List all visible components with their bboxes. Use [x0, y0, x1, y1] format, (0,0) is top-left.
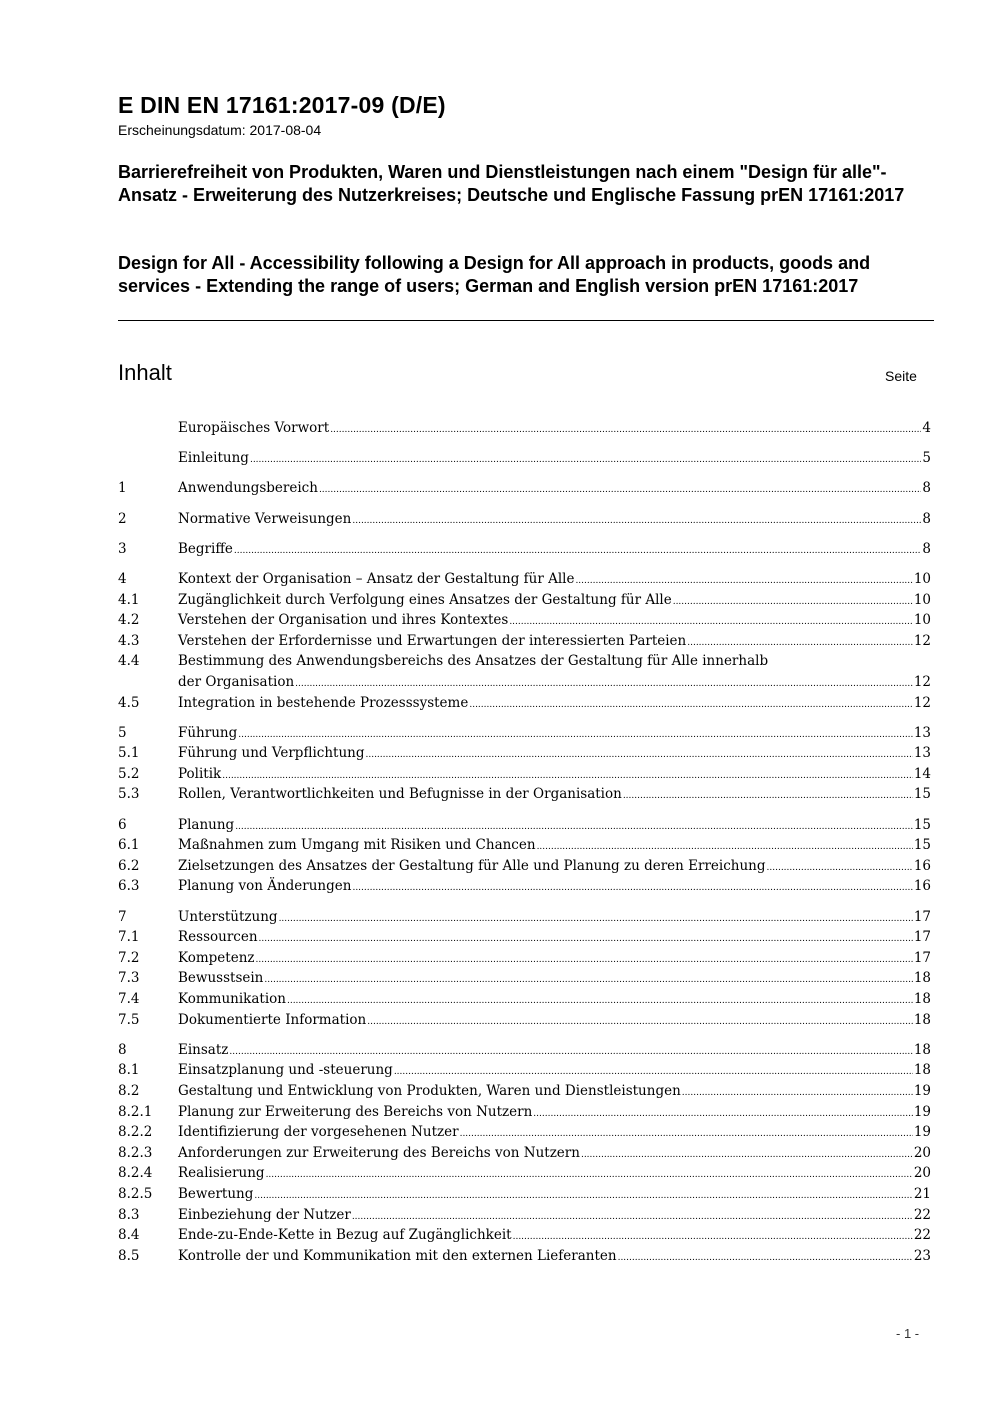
- toc-entry-number: 4.2: [118, 612, 140, 629]
- toc-entry[interactable]: [118, 693, 931, 714]
- toc-entry-title: Planung zur Erweiterung des Bereichs von Nutzern: [178, 1103, 533, 1120]
- toc-entry[interactable]: [118, 631, 931, 652]
- toc-entry-page: 8: [922, 480, 931, 497]
- toc-entry-title: Realisierung: [178, 1165, 265, 1182]
- toc-entry[interactable]: [118, 1010, 931, 1031]
- toc-page-label: Seite: [885, 368, 917, 384]
- toc-entry-page: 10: [913, 591, 931, 608]
- toc-entry-number: 7.4: [118, 991, 140, 1007]
- toc-dot-leader: [687, 631, 913, 654]
- toc-entry[interactable]: [118, 907, 931, 928]
- toc-entry-number: 4.3: [118, 632, 140, 649]
- toc-entry-title: Führung und Verpflichtung: [178, 745, 365, 762]
- toc-entry-page: 17: [913, 908, 931, 925]
- toc-dot-leader: [623, 784, 913, 807]
- toc-entry-number: 5.3: [118, 786, 140, 803]
- toc-entry-number: 8: [118, 1041, 127, 1058]
- toc-entry-title: Kommunikation: [178, 991, 286, 1007]
- toc-entry-number: 4.4: [118, 653, 140, 670]
- toc-entry-title: Gestaltung und Entwicklung von Produkten, Waren und Dienstleistungen: [178, 1082, 681, 1099]
- toc-entry[interactable]: [118, 948, 931, 969]
- toc-entry-title: Rollen, Verantwortlichkeiten und Befugnisse in der Organisation: [178, 786, 622, 803]
- toc-entry[interactable]: [118, 1205, 931, 1226]
- toc-entry-title: Europäisches Vorwort: [178, 420, 330, 436]
- toc-entry[interactable]: [118, 478, 931, 499]
- toc-entry-page: 18: [913, 991, 931, 1007]
- toc-entry[interactable]: [118, 1102, 931, 1123]
- toc-entry-number: 8.4: [118, 1227, 140, 1244]
- toc-entry-page: 17: [913, 949, 931, 966]
- toc-dot-leader: [330, 418, 921, 441]
- toc-entry-title: Einsatzplanung und -steuerung: [178, 1062, 393, 1079]
- toc-entry-title: Begriffe: [178, 540, 233, 557]
- toc-entry[interactable]: [118, 1225, 931, 1246]
- toc-entry-number: 5.2: [118, 765, 140, 782]
- toc-dot-leader: [513, 1225, 913, 1248]
- toc-entry-title: Kontrolle der und Kommunikation mit den externen Lieferanten: [178, 1247, 617, 1264]
- header-divider: [118, 320, 934, 321]
- toc-entry-title: Ende-zu-Ende-Kette in Bezug auf Zugänglichkeit: [178, 1227, 512, 1244]
- toc-entry-title: Planung: [178, 816, 235, 833]
- toc-entry-page: 16: [913, 857, 931, 874]
- toc-entry[interactable]: [118, 418, 931, 439]
- toc-entry-number: 4.1: [118, 591, 140, 608]
- toc-entry[interactable]: [118, 856, 931, 877]
- toc-dot-leader: [238, 723, 913, 746]
- toc-entry-page: 15: [913, 837, 931, 854]
- title-english: Design for All - Accessibility following a Design for All approach in products, goods and services - Extending the range of users; German and English version prEN 17161:2017: [118, 253, 871, 296]
- toc-dot-leader: [509, 610, 913, 633]
- toc-dot-leader: [319, 478, 921, 501]
- toc-entry-title: Unterstützung: [178, 908, 278, 925]
- toc-entry-title: Einsatz: [178, 1041, 229, 1058]
- toc-entry-number: 3: [118, 540, 127, 557]
- toc-entry-page: 19: [913, 1124, 931, 1141]
- toc-entry-number: 1: [118, 480, 127, 497]
- toc-entry-title: Bewusstsein: [178, 970, 264, 987]
- toc-entry-number: 4.5: [118, 694, 140, 711]
- toc-dot-leader: [460, 1122, 913, 1145]
- toc-entry-number: 8.2.5: [118, 1185, 153, 1202]
- toc-entry-number: 8.1: [118, 1062, 140, 1079]
- toc-entry-title: Integration in bestehende Prozesssysteme: [178, 694, 469, 711]
- toc-entry-page: 21: [913, 1185, 931, 1202]
- toc-entry-title: Bewertung: [178, 1185, 254, 1202]
- table-of-contents: [118, 418, 931, 1266]
- toc-entry[interactable]: [118, 968, 931, 989]
- toc-dot-leader: [575, 569, 912, 592]
- toc-entry-page: 12: [913, 673, 931, 690]
- toc-entry-page: 22: [913, 1227, 931, 1244]
- page-number: - 1 -: [896, 1326, 920, 1341]
- toc-entry-number: 7.5: [118, 1011, 140, 1028]
- toc-entry-title: Maßnahmen zum Umgang mit Risiken und Chancen: [178, 837, 536, 854]
- toc-entry-title: Verstehen der Organisation und ihres Kontextes: [178, 612, 509, 629]
- toc-dot-leader: [365, 743, 912, 766]
- toc-entry[interactable]: [118, 876, 931, 897]
- toc-entry-page: 18: [913, 1041, 931, 1058]
- toc-entry-page: 18: [913, 1011, 931, 1028]
- toc-entry-title: Bestimmung des Anwendungsbereichs des Ansatzes der Gestaltung für Alle innerhalb: [178, 653, 769, 670]
- toc-entry[interactable]: [118, 651, 931, 672]
- toc-entry[interactable]: [118, 1184, 931, 1205]
- toc-entry[interactable]: [118, 448, 931, 469]
- toc-entry-title: Kompetenz: [178, 949, 255, 966]
- toc-entry[interactable]: [118, 1143, 931, 1164]
- toc-entry[interactable]: [118, 1246, 931, 1267]
- toc-dot-leader: [254, 1184, 912, 1207]
- toc-entry-page: 20: [913, 1165, 931, 1182]
- toc-entry-number: 8.2.1: [118, 1103, 153, 1120]
- toc-dot-leader: [229, 1040, 912, 1063]
- toc-entry-continuation[interactable]: [118, 672, 931, 693]
- toc-dot-leader: [352, 1205, 913, 1228]
- toc-entry-page: 12: [913, 694, 931, 711]
- toc-dot-leader: [352, 876, 912, 899]
- toc-dot-leader: [537, 835, 913, 858]
- toc-dot-leader: [618, 1246, 913, 1269]
- toc-entry-number: 8.5: [118, 1247, 140, 1264]
- toc-entry[interactable]: [118, 610, 931, 631]
- toc-dot-leader: [581, 1143, 913, 1166]
- toc-entry[interactable]: [118, 764, 931, 785]
- toc-dot-leader: [235, 815, 913, 838]
- toc-entry-page: 13: [913, 745, 931, 762]
- toc-dot-leader: [250, 448, 921, 471]
- toc-entry[interactable]: [118, 723, 931, 744]
- toc-entry-page: 4: [922, 420, 931, 436]
- toc-heading: Inhalt: [118, 360, 172, 385]
- toc-entry-number: 4: [118, 570, 127, 587]
- toc-entry-number: 8.2.2: [118, 1124, 153, 1141]
- toc-dot-leader: [234, 539, 922, 562]
- toc-entry[interactable]: [118, 784, 931, 805]
- toc-dot-leader: [682, 1081, 913, 1104]
- title-german: Barrierefreiheit von Produkten, Waren und Dienstleistungen nach einem "Design für alle"-Ansatz - Erweiterung des Nutzerkreises; Deutsche und Englische Fassung prEN 17161:2017: [118, 162, 905, 205]
- toc-entry-page: 19: [913, 1082, 931, 1099]
- toc-entry-number: 8.2.3: [118, 1144, 153, 1161]
- toc-entry-title: Anwendungsbereich: [178, 480, 318, 497]
- toc-dot-leader: [367, 1010, 913, 1033]
- toc-dot-leader: [279, 907, 913, 930]
- toc-entry[interactable]: [118, 509, 931, 530]
- toc-dot-leader: [352, 509, 921, 532]
- toc-entry-page: 15: [913, 816, 931, 833]
- toc-entry[interactable]: [118, 743, 931, 764]
- toc-entry-title: Normative Verweisungen: [178, 510, 352, 527]
- toc-entry-number: 7.1: [118, 929, 140, 946]
- toc-entry-page: 19: [913, 1103, 931, 1120]
- toc-dot-leader: [264, 968, 912, 991]
- toc-entry-page: 22: [913, 1206, 931, 1223]
- toc-entry-title: Führung: [178, 724, 238, 741]
- toc-dot-leader: [256, 948, 913, 971]
- toc-entry-number: 6.2: [118, 857, 140, 874]
- toc-entry-number: 5.1: [118, 745, 140, 762]
- toc-entry[interactable]: [118, 1122, 931, 1143]
- toc-entry-title: Politik: [178, 765, 222, 782]
- toc-entry-title: Ressourcen: [178, 929, 258, 946]
- toc-entry-page: 15: [913, 786, 931, 803]
- toc-dot-leader: [295, 672, 913, 695]
- toc-entry-number: 5: [118, 724, 127, 741]
- toc-entry-number: 7: [118, 908, 127, 925]
- toc-entry-number: 8.2.4: [118, 1165, 153, 1182]
- document-id: E DIN EN 17161:2017-09 (D/E): [118, 92, 446, 118]
- toc-entry-title: Dokumentierte Information: [178, 1011, 367, 1028]
- toc-entry-page: 23: [913, 1247, 931, 1264]
- toc-entry-page: 8: [922, 540, 931, 557]
- toc-entry[interactable]: [118, 539, 931, 560]
- toc-entry[interactable]: [118, 815, 931, 836]
- toc-entry-page: 18: [913, 1062, 931, 1079]
- toc-entry-title: Planung von Änderungen: [178, 878, 352, 895]
- toc-entry-page: 10: [913, 570, 931, 587]
- toc-entry-title: Identifizierung der vorgesehenen Nutzer: [178, 1124, 459, 1141]
- toc-entry[interactable]: [118, 989, 931, 1010]
- toc-entry-title: Einleitung: [178, 450, 249, 467]
- toc-dot-leader: [266, 1163, 913, 1186]
- toc-entry-page: 17: [913, 929, 931, 946]
- toc-entry-title: Zielsetzungen des Ansatzes der Gestaltung für Alle und Planung zu deren Erreichung: [178, 857, 766, 874]
- toc-dot-leader: [767, 856, 913, 879]
- toc-entry-page: 20: [913, 1144, 931, 1161]
- toc-entry[interactable]: [118, 1163, 931, 1184]
- toc-entry-number: 8.3: [118, 1206, 140, 1223]
- toc-entry-title: Verstehen der Erfordernisse und Erwartungen der interessierten Parteien: [178, 632, 687, 649]
- toc-dot-leader: [287, 989, 913, 1012]
- toc-entry-page: 10: [913, 612, 931, 629]
- toc-entry-title-continued: der Organisation: [178, 673, 295, 690]
- toc-entry[interactable]: [118, 835, 931, 856]
- toc-entry-page: 8: [922, 510, 931, 527]
- toc-entry-title: Anforderungen zur Erweiterung des Bereichs von Nutzern: [178, 1144, 580, 1161]
- toc-dot-leader: [394, 1060, 913, 1083]
- toc-entry[interactable]: [118, 1040, 931, 1061]
- toc-entry-number: 6.3: [118, 878, 140, 895]
- toc-entry-page: 14: [913, 765, 931, 782]
- toc-entry-number: 8.2: [118, 1082, 140, 1099]
- toc-entry[interactable]: [118, 1060, 931, 1081]
- toc-entry-page: 18: [913, 970, 931, 987]
- toc-dot-leader: [533, 1102, 913, 1125]
- toc-dot-leader: [222, 764, 913, 787]
- toc-entry[interactable]: [118, 927, 931, 948]
- toc-entry-number: 6.1: [118, 837, 140, 854]
- toc-entry[interactable]: [118, 1081, 931, 1102]
- toc-entry-page: 5: [922, 450, 931, 467]
- toc-entry-page: 12: [913, 632, 931, 649]
- toc-entry-title: Kontext der Organisation – Ansatz der Gestaltung für Alle: [178, 570, 575, 587]
- publication-date: Erscheinungsdatum: 2017-08-04: [118, 122, 322, 138]
- toc-dot-leader: [469, 693, 912, 716]
- toc-dot-leader: [259, 927, 913, 950]
- toc-entry-page: 13: [913, 724, 931, 741]
- toc-entry-number: 7.3: [118, 970, 140, 987]
- toc-entry-number: 7.2: [118, 949, 140, 966]
- toc-entry-page: 16: [913, 878, 931, 895]
- toc-dot-leader: [673, 590, 913, 613]
- toc-entry[interactable]: [118, 590, 931, 611]
- toc-entry-title: Einbeziehung der Nutzer: [178, 1206, 351, 1223]
- toc-entry-number: 2: [118, 510, 127, 527]
- toc-entry-title: Zugänglichkeit durch Verfolgung eines Ansatzes der Gestaltung für Alle: [178, 591, 672, 608]
- toc-entry[interactable]: [118, 569, 931, 590]
- toc-entry-number: 6: [118, 816, 127, 833]
